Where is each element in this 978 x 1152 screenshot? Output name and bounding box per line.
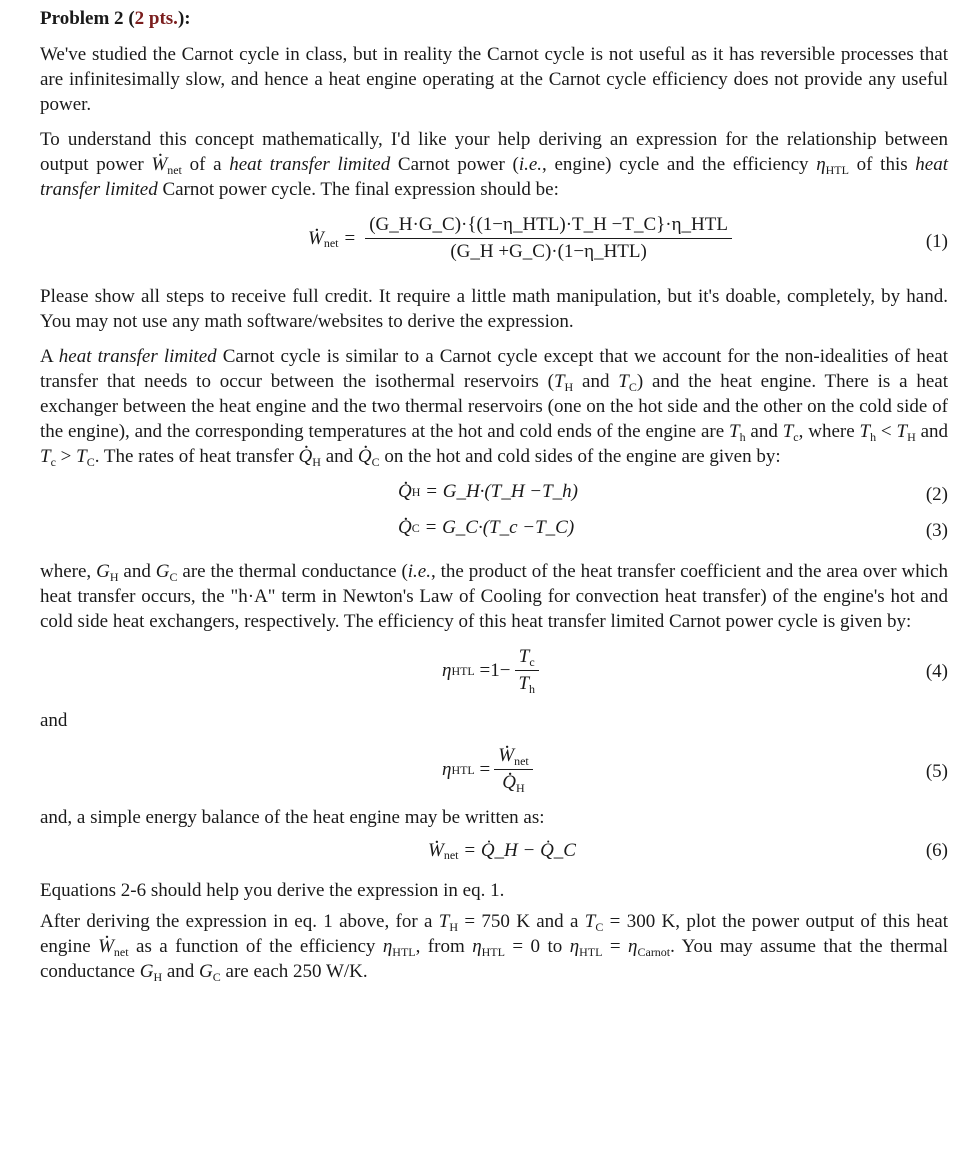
paragraph-plot-task: After deriving the expression in eq. 1 above, for a $T_H = 750$ K and a $T_C = 300$ K, plot the power output of this heat engine . $W_{net}$ as a function of the efficiency $\eta_{HTL}$, from $\eta_{HTL} = 0$ to $\eta_{HTL} = \eta_{Carnot}$. You may assume that the thermal conductance $G_H$ and $G_C$ are each 250 W/K. [40, 909, 948, 984]
equation-number: (3) [925, 520, 948, 541]
paragraph-hint: Equations 2-6 should help you derive the expression in eq. 1. [40, 880, 505, 901]
equation-2: . Q H = G_H·(T_H −T_h) (2) [40, 477, 948, 513]
equation-number: (5) [925, 761, 948, 782]
paragraph-task: To understand this concept mathematically, I'd like your help deriving an expression for the relationship between output power . $W_{net}$ of a heat transfer limited Carnot power (i.e., engine) cycle and the efficiency $\eta_{HTL}$ of this heat transfer limited Carnot power cycle. The final expression should be: [40, 127, 948, 202]
paragraph-energy-balance: and, a simple energy balance of the heat engine may be written as: [40, 807, 545, 828]
equation-number: (6) [925, 840, 948, 861]
equation-number: (1) [925, 231, 948, 252]
problem-title: Problem 2 (2 pts.): [40, 8, 191, 29]
connector-and: and [40, 710, 68, 731]
paragraph-definition: A heat transfer limited Carnot cycle is similar to a Carnot cycle except that we account for the non-idealities of heat transfer that needs to occur between the isothermal reservoirs ($T_H$ and $T_C$) and the heat engine. There is a heat exchanger between the heat engine and the two thermal reservoirs (one on the hot side and the other on the cold side of the engine), and the corresponding temperatures at the hot and cold ends of the engine are $T_h$ and $T_c$, where $T_h < T_H$ and $T_c > T_C$. The rates of heat transfer . $Q_H$ and . $Q_C$ on the hot and cold sides of the engine are given by: [40, 344, 948, 469]
equation-1: . W net = $\frac{\text{(G\_H·G\_C)·\{(1−η\_HTL)·T\_H −T\_C\}·η\_HTL}}{\text{(G\_H +G\_C)·(1−η\_HTL)}}$ (1) [40, 210, 948, 274]
equation-number: (2) [925, 484, 948, 505]
problem-document [40, 6, 948, 984]
equation-3: . Q C = G_C·(T_c −T_C) (3) [40, 513, 948, 549]
equation-number: (4) [925, 661, 948, 682]
equation-6: . W net = Q̇_H − Q̇_C (6) [40, 834, 948, 868]
equation-1-numerator: (G_H·G_C)·{(1−η_HTL)·T_H −T_C}·η_HTL [365, 214, 732, 239]
points-badge: 2 pts. [134, 8, 178, 29]
equation-1-denominator: (G_H +G_C)·(1−η_HTL) [450, 241, 647, 262]
paragraph-intro: We've studied the Carnot cycle in class, but in reality the Carnot cycle is not useful as it has reversible processes that are infinitesimally slow, and hence a heat engine operating at the Carnot cycle efficiency does not provide any useful power. [40, 44, 948, 115]
equation-4: η HTL =1− $\frac{T_c}{T_h}$ (4) [442, 646, 948, 696]
paragraph-instructions: Please show all steps to receive full credit. It require a little math manipulation, but it's doable, completely, by hand. You may not use any math software/websites to derive the expression. [40, 286, 948, 332]
equation-1-fraction [365, 214, 732, 263]
equation-5: η HTL = . $W_{net}$ . $Q_H$ (5) [40, 739, 948, 805]
problem-label: Problem 2 [40, 8, 124, 29]
paragraph-conductance: where, $G_H$ and $G_C$ are the thermal conductance (i.e., the product of the heat transfer coefficient and the area over which heat transfer occurs, the "h·A" term in Newton's Law of Cooling for convection heat transfer) of the engine's hot and cold side heat exchangers, respectively. The efficiency of this heat transfer limited Carnot power cycle is given by: [40, 561, 948, 632]
